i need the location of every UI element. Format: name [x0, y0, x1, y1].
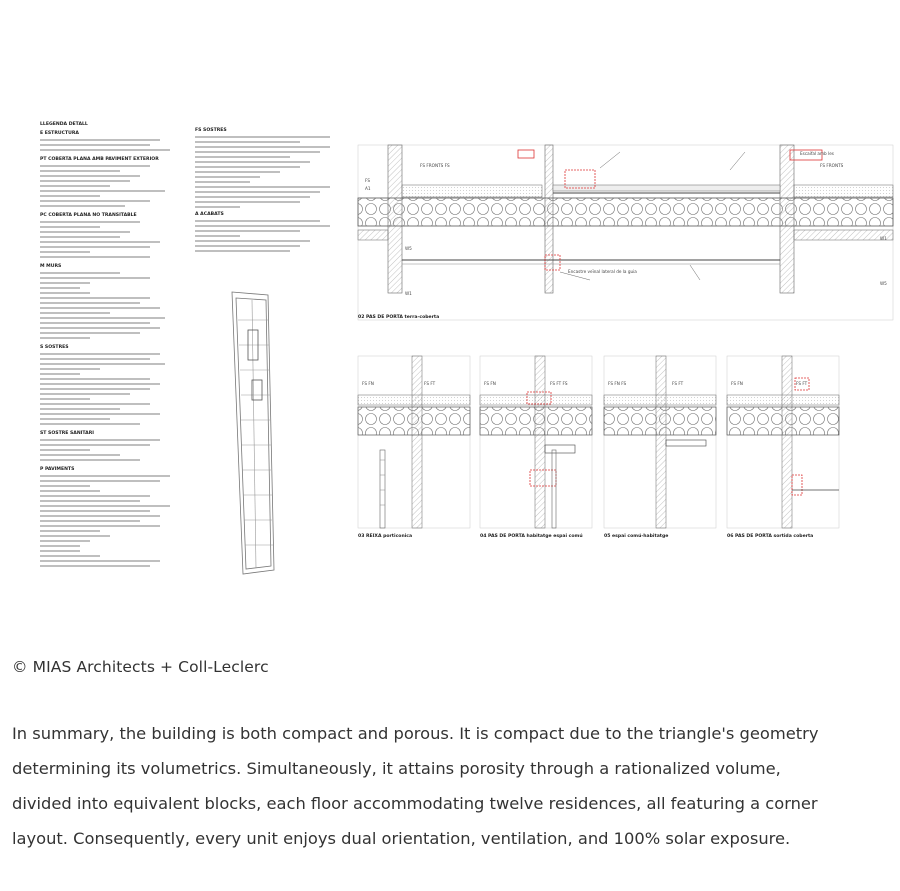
- svg-text:W5: W5: [405, 246, 412, 251]
- legend-section-slabs: S SOSTRES: [40, 345, 69, 350]
- panel-05-label: 05 espai comú-habitatge: [604, 534, 669, 539]
- legend-section-structure: E ESTRUCTURA: [40, 131, 79, 136]
- svg-text:FS FT FS: FS FT FS: [550, 381, 568, 386]
- svg-text:W1: W1: [405, 291, 412, 296]
- legend-section-floors: P PAVIMENTS: [40, 467, 75, 472]
- legend-column-1: [40, 121, 170, 566]
- panel-06-label: 06 PAS DE PORTA sortida coberta: [727, 534, 814, 539]
- panel-04-label: 04 PAS DE PORTA habitatge espai comú: [480, 534, 583, 539]
- article-paragraph: [12, 716, 892, 856]
- detail-panel-03: [358, 356, 470, 539]
- panel-03-label: 03 REIXA porticonica: [358, 534, 413, 539]
- svg-text:W1: W1: [880, 236, 887, 241]
- svg-text:FS FN: FS FN: [484, 381, 496, 386]
- svg-text:FS FN FS: FS FN FS: [608, 381, 627, 386]
- key-plan: [232, 292, 274, 574]
- drawing-svg: [0, 90, 900, 590]
- detail-panel-02: [358, 145, 893, 320]
- svg-text:A1: A1: [365, 186, 371, 191]
- paragraph-line-1: In summary, the building is both compact and porous. It is compact due to the triangle's geometry: [12, 724, 819, 743]
- detail-panel-05: [604, 356, 716, 539]
- svg-text:FS FT: FS FT: [672, 381, 684, 386]
- svg-text:FS FN: FS FN: [731, 381, 743, 386]
- paragraph-line-2: determining its volumetrics. Simultaneously, it attains porosity through a rationalized volume,: [12, 759, 781, 778]
- legend-section-finishes: A ACABATS: [195, 212, 224, 217]
- svg-text:FS: FS: [365, 178, 370, 183]
- legend-section-sanitary-slab: ST SOSTRE SANITARI: [40, 431, 94, 436]
- legend-section-roof-flat: PC COBERTA PLANA NO TRANSITABLE: [40, 213, 137, 218]
- svg-text:FS FRONTS FS: FS FRONTS FS: [420, 163, 450, 168]
- panel-02-label: 02 PAS DE PORTA terra-coberta: [358, 315, 440, 320]
- legend-section-roof-paving: PT COBERTA PLANA AMB PAVIMENT EXTERIOR: [40, 157, 159, 162]
- svg-text:Escaifal amb les: Escaifal amb les: [800, 151, 834, 156]
- construction-details-drawing: [0, 90, 900, 590]
- paragraph-line-3: divided into equivalent blocks, each floor accommodating twelve residences, all featuring a corner: [12, 794, 818, 813]
- legend-section-walls: M MURS: [40, 264, 62, 269]
- image-credit-caption: © MIAS Architects + Coll-Leclerc: [12, 658, 269, 676]
- detail-panel-06: [727, 356, 839, 539]
- legend-section-slabs-2: FS SOSTRES: [195, 128, 227, 133]
- paragraph-line-4: layout. Consequently, every unit enjoys dual orientation, ventilation, and 100% solar exposure.: [12, 829, 791, 848]
- detail-panel-04: [480, 356, 592, 539]
- svg-text:Encastre veïnal lateral de la: Encastre veïnal lateral de la guia: [568, 269, 637, 274]
- svg-text:FS FT: FS FT: [796, 381, 808, 386]
- legend-title: LLEGENDA DETALL: [40, 122, 88, 127]
- svg-text:FS FRONTS: FS FRONTS: [820, 163, 844, 168]
- svg-text:FS FT: FS FT: [424, 381, 436, 386]
- svg-text:FS FN: FS FN: [362, 381, 374, 386]
- legend-column-2: [195, 127, 330, 251]
- svg-text:W5: W5: [880, 281, 887, 286]
